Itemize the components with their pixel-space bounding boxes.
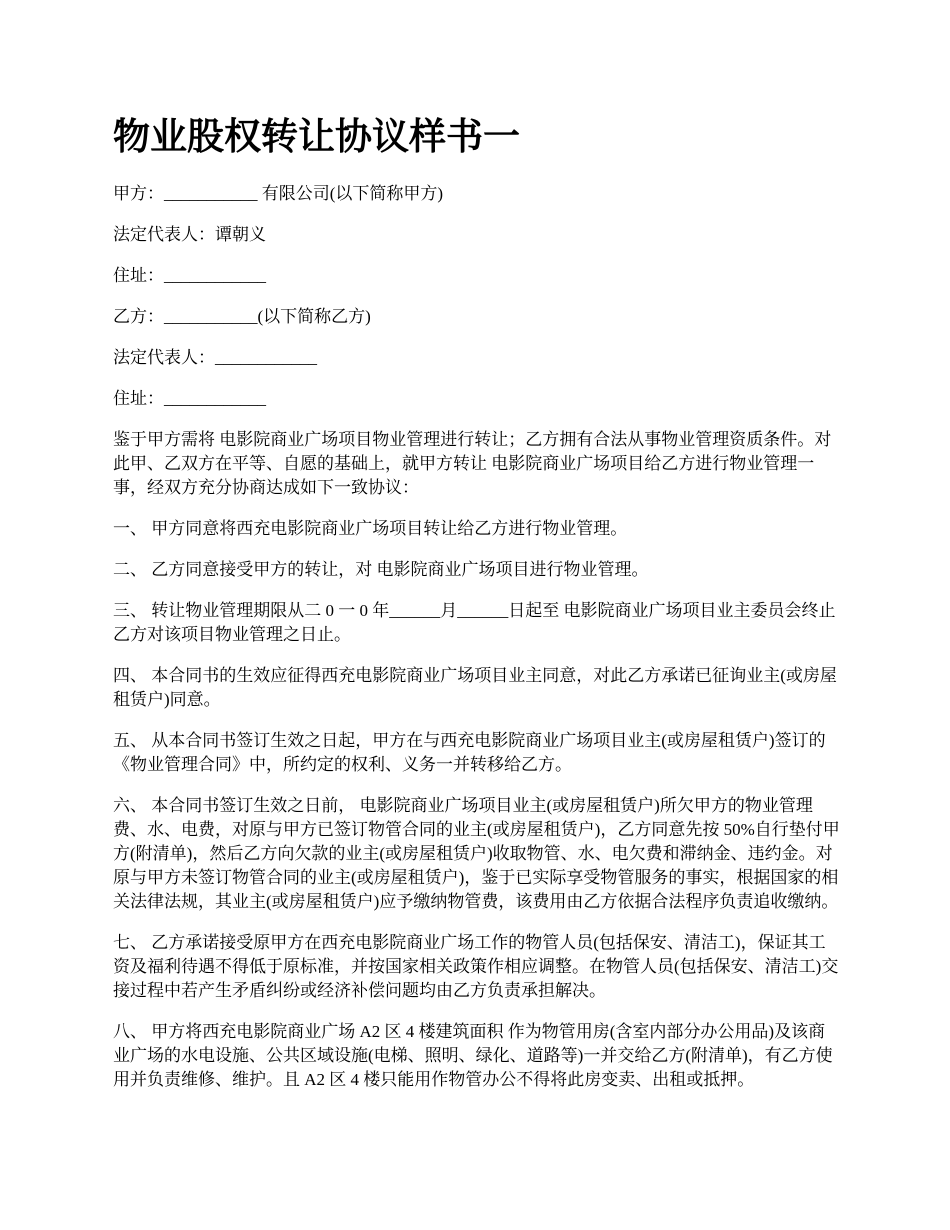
party-b-address: 住址：____________ — [113, 389, 266, 408]
clause-4: 四、 本合同书的生效应征得西充电影院商业广场项目业主同意，对此乙方承诺已征询业主(或房屋租赁户)同意。 — [113, 666, 837, 709]
clause-5: 五、 从本合同书签订生效之日起，甲方在与西充电影院商业广场项目业主(或房屋租赁户)签订的《物业管理合同》中，所约定的权利、义务一并转移给乙方。 — [113, 731, 826, 774]
clause-3: 三、 转让物业管理期限从二 0 一 0 年______月______日起至 电影院商业广场项目业主委员会终止乙方对该项目物业管理之日止。 — [113, 601, 836, 644]
clause-8: 八、 甲方将西充电影院商业广场 A2 区 4 楼建筑面积 作为物管用房(含室内部分办公用品)及该商业广场的水电设施、公共区域设施(电梯、照明、绿化、道路等)一并交给乙方(附清单)，有乙方使用并负责维修、维护。且 A2 区 4 楼只能用作物管办公不得将此房变卖、出租或抵押。 — [113, 1022, 833, 1089]
clause-7: 七、 乙方承诺接受原甲方在西充电影院商业广场工作的物管人员(包括保安、清洁工)，保证其工资及福利待遇不得低于原标准，并按国家相关政策作相应调整。在物管人员(包括保安、清洁工)交接过程中若产生矛盾纠纷或经济补偿问题均由乙方负责承担解决。 — [113, 933, 839, 1000]
party-a-address: 住址：____________ — [113, 266, 266, 285]
party-a-representative: 法定代表人：谭朝义 — [113, 225, 266, 244]
clause-2: 二、 乙方同意接受甲方的转让，对 电影院商业广场项目进行物业管理。 — [113, 560, 649, 579]
preamble-paragraph: 鉴于甲方需将 电影院商业广场项目物业管理进行转让；乙方拥有合法从事物业管理资质条件。对此甲、乙双方在平等、自愿的基础上，就甲方转让 电影院商业广场项目给乙方进行物业管理一事，经双方充分协商达成如下一致协议： — [113, 430, 832, 497]
document-title: 物业股权转让协议样书一 — [113, 115, 520, 158]
party-b-representative: 法定代表人：____________ — [113, 348, 317, 367]
document-page — [113, 110, 840, 1109]
party-b-line: 乙方：___________(以下简称乙方) — [113, 307, 371, 326]
clause-6: 六、 本合同书签订生效之日前， 电影院商业广场项目业主(或房屋租赁户)所欠甲方的物业管理费、水、电费，对原与甲方已签订物管合同的业主(或房屋租赁户)，乙方同意先按 50%自行垫付甲方(附清单)，然后乙方向欠款的业主(或房屋租赁户)收取物管、水、电欠费和滞纳金、违约金。对原与甲方未签订物管合同的业主(或房屋租赁户)，鉴于已实际享受物管服务的事实，根据国家的相关法律法规，其业主(或房屋租赁户)应予缴纳物管费，该费用由乙方依据合法程序负责追收缴纳。 — [113, 796, 840, 911]
clause-1: 一、 甲方同意将西充电影院商业广场项目转让给乙方进行物业管理。 — [113, 519, 628, 538]
party-a-line: 甲方：___________ 有限公司(以下简称甲方) — [113, 184, 444, 203]
